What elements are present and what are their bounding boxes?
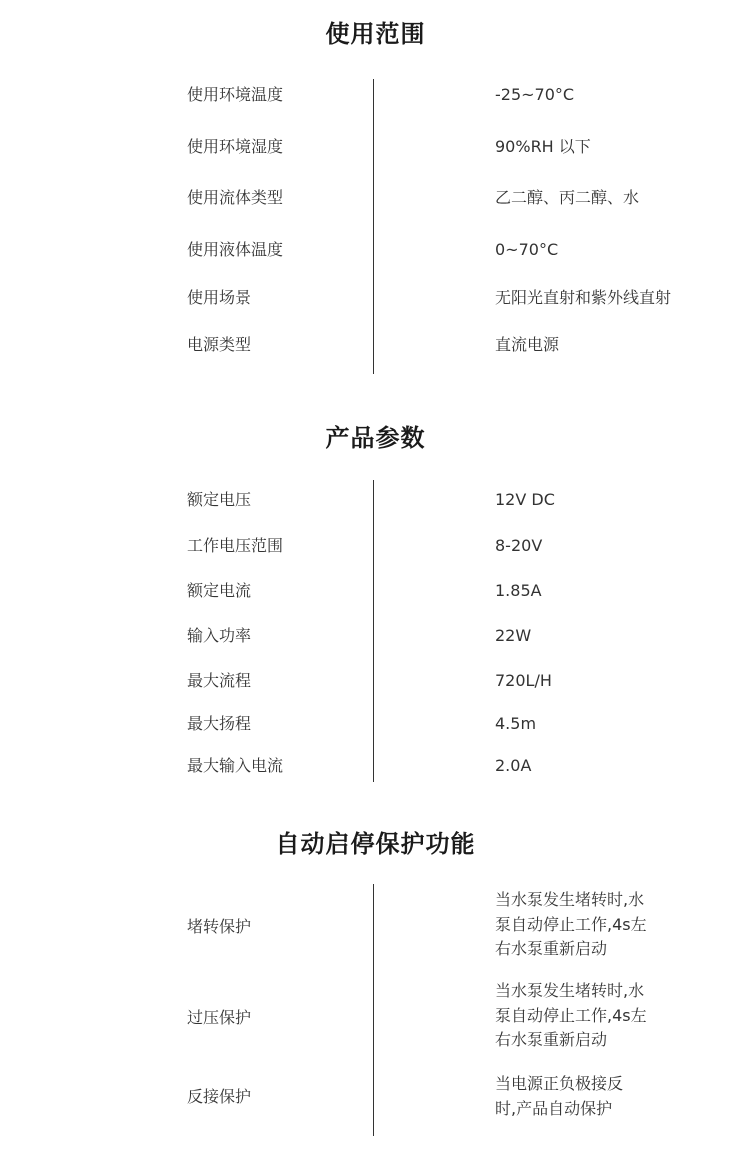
spec-value-line: 右水泵重新启动 [495, 939, 608, 958]
spec-label: 工作电压范围 [187, 536, 284, 555]
spec-value-multiline [495, 979, 675, 1053]
spec-value-line: 时,产品自动保护 [495, 1098, 613, 1118]
spec-label: 额定电压 [187, 490, 252, 509]
spec-value: -25~70°C [495, 85, 575, 104]
spec-value-line: 右水泵重新启动 [495, 1030, 608, 1049]
section-title-params: 产品参数 [325, 424, 426, 452]
column-divider [373, 79, 374, 374]
section-title-protection: 自动启停保护功能 [275, 830, 476, 858]
spec-value: 22W [495, 626, 532, 645]
spec-value-line: 当电源正负极接反 [495, 1074, 624, 1093]
spec-value: 直流电源 [495, 335, 560, 354]
spec-value-multiline [495, 888, 675, 962]
spec-value: 乙二醇、丙二醇、水 [495, 188, 640, 207]
spec-label: 额定电流 [187, 581, 252, 600]
spec-value: 无阳光直射和紫外线直射 [495, 288, 672, 307]
spec-label: 最大扬程 [187, 714, 252, 733]
spec-label: 电源类型 [187, 335, 252, 354]
spec-label: 过压保护 [187, 1008, 252, 1027]
spec-value-line: 当水泵发生堵转时,水 [495, 981, 645, 1000]
column-divider [373, 480, 374, 782]
spec-label: 使用场景 [187, 288, 252, 307]
spec-value: 4.5m [495, 714, 537, 733]
spec-label: 使用环境湿度 [187, 137, 284, 156]
spec-value: 2.0A [495, 756, 532, 775]
spec-value-multiline [495, 1072, 675, 1121]
spec-value: 0~70°C [495, 240, 559, 259]
spec-value: 90%RH 以下 [495, 137, 591, 156]
spec-value-line: 泵自动停止工作,4s左 [495, 1005, 647, 1025]
spec-label: 使用液体温度 [187, 240, 284, 259]
spec-value-line: 当水泵发生堵转时,水 [495, 890, 645, 909]
spec-value: 1.85A [495, 581, 542, 600]
spec-label: 堵转保护 [187, 917, 252, 936]
spec-label: 输入功率 [187, 626, 252, 645]
spec-label: 最大流程 [187, 671, 252, 690]
spec-value-line: 泵自动停止工作,4s左 [495, 914, 647, 934]
spec-value: 8-20V [495, 536, 543, 555]
spec-label: 反接保护 [187, 1087, 252, 1106]
spec-value: 12V DC [495, 490, 555, 509]
column-divider [373, 884, 374, 1136]
spec-value: 720L/H [495, 671, 552, 690]
spec-label: 使用流体类型 [187, 188, 284, 207]
section-title-usage: 使用范围 [325, 20, 426, 48]
spec-label: 使用环境温度 [187, 85, 284, 104]
spec-label: 最大输入电流 [187, 756, 284, 775]
